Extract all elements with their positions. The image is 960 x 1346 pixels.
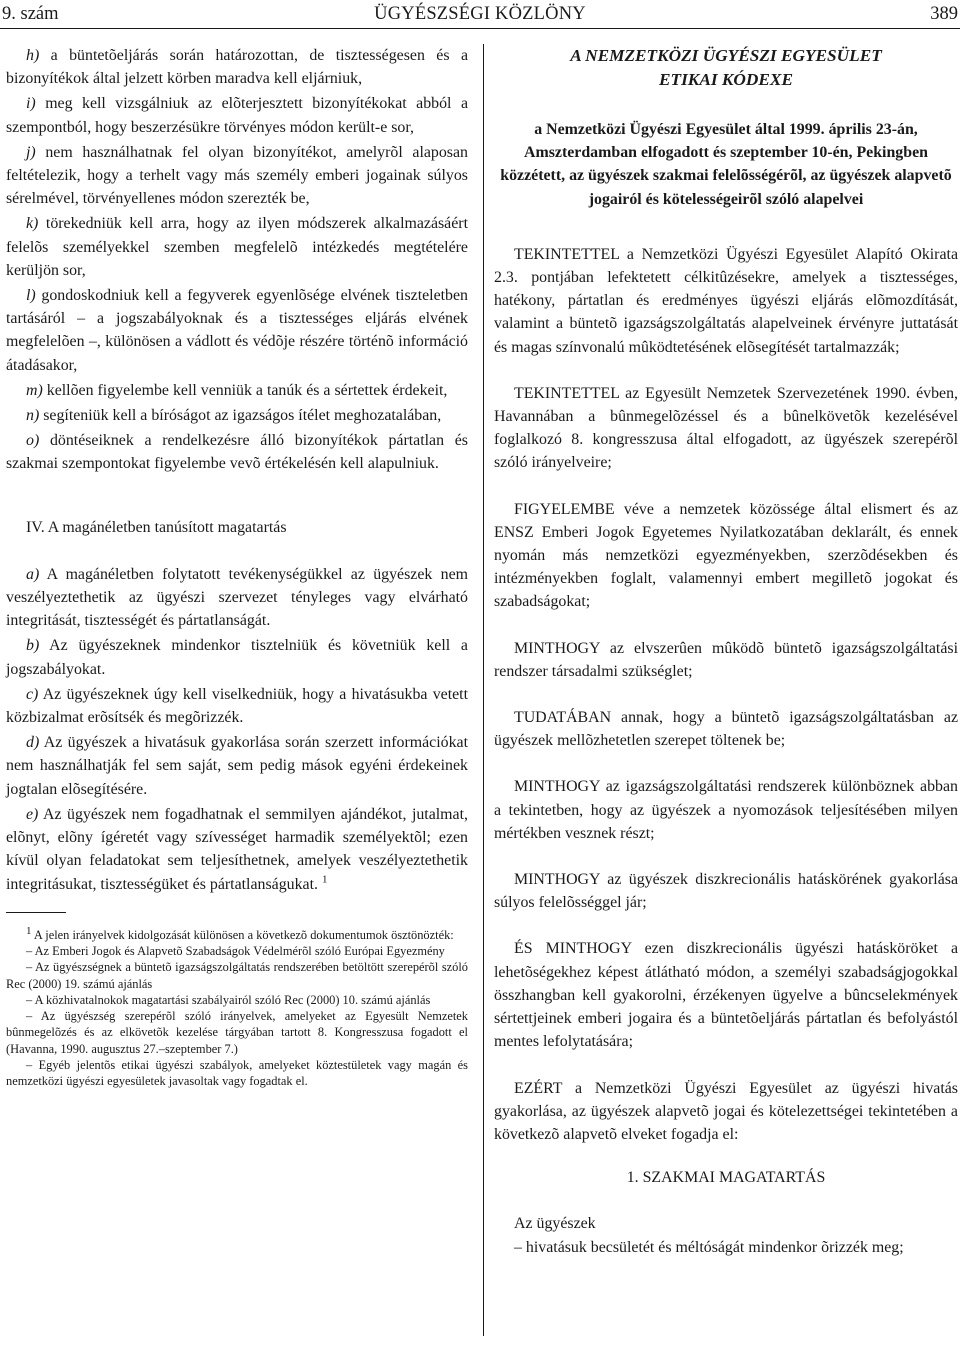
item-label: h)	[26, 47, 40, 64]
item-label: a)	[26, 565, 40, 583]
item-label: n)	[26, 407, 40, 425]
preamble-paragraphs	[494, 243, 958, 1146]
item-label: c)	[26, 685, 39, 703]
item-text: döntéseiknek a rendelkezésre álló bizonyítékok pártatlan és szakmai szempontokat figyelembe vevõ értékelésén kell alapulniuk.	[6, 432, 468, 473]
item-text: meg kell vizsgálniuk az elõterjesztett bizonyítékokat abból a szempontból, hogy beszerzésükre törvényes módon került-e sor,	[6, 95, 468, 136]
preamble-paragraph: FIGYELEMBE véve a nemzetek közössége által elismert és az ENSZ Emberi Jogok Egyetemes Nyilatkozatában deklarált, és ennek nyomán más nemzetközi egyezményekben, szerzõdésekben és intézményekben foglalt, valamennyi embert megilletõ jogokat és szabadságokat;	[494, 500, 958, 611]
continued-list-item	[6, 92, 468, 138]
item-label: i)	[26, 95, 36, 113]
section-iv-items-list	[6, 563, 468, 896]
continued-list-item	[6, 44, 468, 90]
item-text: Az ügyészek a hivatásuk gyakorlása során szerzett információkat nem használhatják fel sem saját, sem pedig mások egyéni érdekeinek jogtalan elõsegítésére.	[6, 734, 468, 798]
footnote-item: – Egyéb jelentõs etikai ügyészi szabályok, amelyeket köztestületek vagy magán és nemzetközi ügyészi egyesületek javasoltak vagy fogadtak el.	[6, 1058, 468, 1089]
item-label: k)	[26, 215, 39, 233]
left-column	[6, 44, 468, 1090]
page-number: 389	[930, 4, 958, 24]
footnote-item: – Az ügyészség szerepérõl szóló irányelvek, amelyeket az Egyesült Nemzetek bûnmegelõzés és az elkövetõk kezelése tárgyában tartott 8. Kongresszusa fogadott el (Havanna, 1990. augusztus 27.–szeptember 7.)	[6, 1009, 468, 1056]
section-iv-item	[6, 731, 468, 801]
preamble-paragraph: MINTHOGY az igazságszolgáltatási rendszerek különböznek abban a tekintetben, hogy az ügyészek a nyomozások teljesítésében milyen mértékben vesznek részt;	[494, 778, 958, 842]
section-1-item: – hivatásuk becsületét és méltóságát mindenkor õrizzék meg;	[514, 1238, 904, 1256]
continued-list-item	[6, 379, 468, 402]
item-text: a büntetõeljárás során határozottan, de tisztességesen és a bizonyítékok által jelzett körben maradva kell eljárniuk,	[6, 47, 468, 88]
footnote-marker: 1	[26, 924, 32, 937]
item-label: d)	[26, 734, 40, 752]
preamble-paragraph: TEKINTETTEL a Nemzetközi Ügyészi Egyesület Alapító Okirata 2.3. pontjában lefektetett célkitûzésekre, amelyek a tisztességes, hatékony, pártatlan és eredményes ügyészi eljárás elõmozdítását, valamint a büntetõ igazságszolgáltatás alapelveinek érvényre juttatását és magas színvonalú mûködtetésének elõsegítését tartalmazzák;	[494, 245, 958, 356]
item-label: m)	[26, 381, 43, 399]
section-iv-item	[6, 683, 468, 729]
footnote-item: – Az Emberi Jogok és Alapvetõ Szabadságok Védelmérõl szóló Európai Egyezmény	[26, 944, 445, 958]
item-label: e)	[26, 805, 39, 823]
section-iv-heading: IV. A magánéletben tanúsított magatartás	[26, 518, 287, 536]
preamble-paragraph: TUDATÁBAN annak, hogy a büntetõ igazságszolgáltatásban az ügyészek mellõzhetetlen szerepet töltenek be;	[494, 709, 958, 750]
item-text: A magánéletben folytatott tevékenységükkel az ügyészek nem veszélyeztethetik az ügyészi szervezet tényleges vagy elvárható integritását, tisztességét és pártatlanságát.	[6, 565, 468, 630]
footnote-items	[6, 943, 468, 1090]
header-rule	[0, 28, 960, 29]
item-text: Az ügyészeknek úgy kell viselkedniük, hogy a hivatásukba vetett közbizalmat erõsítsék és megõrizzék.	[6, 685, 468, 727]
preamble-paragraph: EZÉRT a Nemzetközi Ügyészi Egyesület az ügyészi hivatás gyakorlása, az ügyészek alapvetõ jogai és kötelezettségei tekintetében a következõ alapvetõ elveket fogadja el:	[494, 1079, 958, 1143]
section-1-lead: Az ügyészek	[514, 1215, 596, 1233]
code-title-line2: ETIKAI KÓDEXE	[659, 70, 793, 89]
continued-items-list	[6, 44, 468, 476]
column-divider	[483, 44, 484, 1336]
item-label: b)	[26, 637, 40, 655]
section-iv-item	[6, 803, 468, 896]
code-title	[494, 44, 958, 92]
footnote-item: – Az ügyészségnek a büntetõ igazságszolgáltatás rendszerében betöltött szerepérõl szóló Rec (2000) 19. számú ajánlás	[6, 960, 468, 991]
section-1-title: 1. SZAKMAI MAGATARTÁS	[626, 1169, 826, 1187]
footnote-reference: 1	[321, 873, 328, 886]
preamble-paragraph: MINTHOGY az ügyészek diszkrecionális hatáskörének gyakorlása súlyos felelõsséggel jár;	[494, 871, 958, 912]
code-subtitle: a Nemzetközi Ügyészi Egyesület által 1999. április 23-án, Amszterdamban elfogadott és szeptember 10-én, Pekingben közzétett, az ügyészek szakmai felelõsségérõl, az ügyészek alapvetõ jogairól és kötelességeirõl szóló alapelvei	[500, 121, 952, 208]
item-label: j)	[26, 143, 36, 161]
code-title-line1: A NEMZETKÖZI ÜGYÉSZI EGYESÜLET	[570, 46, 882, 65]
continued-list-item	[6, 429, 468, 475]
item-label: l)	[26, 287, 36, 305]
continued-list-item	[6, 141, 468, 211]
issue-number: 9. szám	[2, 4, 59, 24]
footnote-item: – A közhivatalnokok magatartási szabályairól szóló Rec (2000) 10. számú ajánlás	[26, 992, 431, 1007]
item-text: kellõen figyelembe kell venniük a tanúk és a sértettek érdekeit,	[42, 381, 448, 399]
footnote-intro: 1 A jelen irányelvek kidolgozását különösen a következõ dokumentumok ösztönözték:	[26, 924, 454, 942]
page-header	[0, 0, 960, 28]
section-iv-item	[6, 563, 468, 633]
preamble-paragraph: MINTHOGY az elvszerûen mûködõ büntetõ igazságszolgáltatási rendszer társadalmi szükséglet;	[494, 639, 958, 680]
continued-list-item	[6, 404, 468, 427]
item-text: segíteniük kell a bíróságot az igazságos ítélet meghozatalában,	[39, 407, 442, 425]
item-text: Az ügyészeknek mindenkor tisztelniük és követniük kell a jogszabályokat.	[6, 637, 468, 678]
footnote	[6, 924, 468, 1090]
continued-list-item	[6, 212, 468, 282]
item-text: Az ügyészek nem fogadhatnak el semmilyen ajándékot, jutalmat, elõnyt, elõny ígéretét vagy szívességet harmadik személyektõl; ezen kívül olyan feladatokat sem teljesíthetnek, amelyek veszélyeztethetik integritásukat, tisztességüket és pártatlanságukat.	[6, 805, 468, 893]
right-column	[494, 44, 958, 1259]
item-label: o)	[26, 432, 40, 450]
item-text: gondoskodniuk kell a fegyverek egyenlõsége elvének tiszteletben tartásáról – a jogszabályoknak és a tisztességes eljárás elvének megfelelõen –, különösen a vádlott és védõje részére történõ információ átadásakor,	[6, 287, 468, 374]
preamble-paragraph: ÉS MINTHOGY ezen diszkrecionális ügyészi hatásköröket a lehetõségekhez képest átlátható módon, a személyi szabadságjogokkal összhangban kell gyakorolni, érzékenyen ügyelve a bûncselekmények sértettjeinek emberi jogaira és a büntetõeljárás pártatlan és befolyástól mentes lefolytatására;	[494, 940, 958, 1051]
item-text: törekedniük kell arra, hogy az ilyen módszerek alkalmazásáért felelõs személyekkel szemben megfelelõ intézkedés megtételére kerüljön sor,	[6, 215, 468, 279]
item-text: nem használhatnak fel olyan bizonyítékot, amelyrõl alaposan feltételezik, hogy a terhelt vagy más személy emberi jogainak súlyos sérelmével, törvényellenes módon szerezték be,	[6, 143, 468, 208]
preamble-paragraph: TEKINTETTEL az Egyesült Nemzetek Szervezetének 1990. évben, Havannában a bûnmegelõzéssel és a bûnelkövetõk kezelésével foglalkozó 8. kongresszusa által elfogadott, az ügyészek szerepérõl szóló irányelveire;	[494, 384, 958, 472]
continued-list-item	[6, 284, 468, 377]
journal-title: ÜGYÉSZSÉGI KÖZLÖNY	[374, 4, 586, 24]
section-iv-item	[6, 634, 468, 680]
footnote-rule	[6, 912, 66, 913]
